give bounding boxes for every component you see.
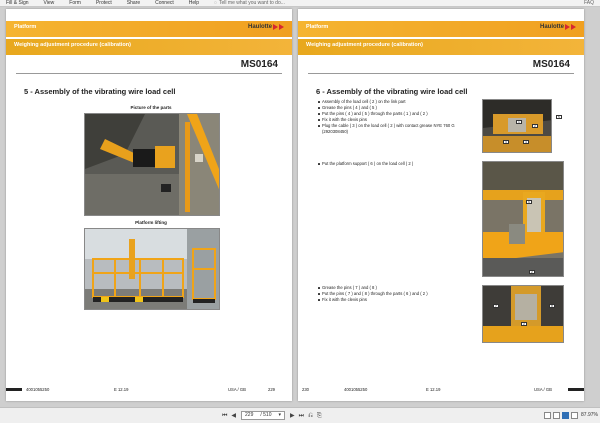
label-1: 1 <box>516 120 522 124</box>
footer-docnum: 4001055250 <box>344 387 368 392</box>
footer-bar <box>6 388 22 391</box>
photo-platform <box>84 228 220 310</box>
photo-parts <box>84 113 220 216</box>
bullet-item: Grease the pins ( 4 ) and ( 5 ) <box>318 105 468 111</box>
menu-help[interactable]: Help <box>188 0 200 6</box>
label-5: 5 <box>556 115 562 119</box>
doc-code: MS0164 <box>240 59 278 70</box>
band-title: Platform <box>306 24 329 30</box>
bullet-item: Put the pins ( 4 ) and ( 5 ) through the parts ( 1 ) and ( 2 ) <box>318 111 468 117</box>
divider <box>16 73 282 74</box>
view-mode-buttons <box>542 412 578 419</box>
page-navigation <box>220 411 324 420</box>
band-subtitle: Weighing adjustment procedure (calibration) <box>306 42 423 48</box>
menu-connect[interactable]: Connect <box>155 0 174 6</box>
bullet-item: Fix it with the clevis pins <box>318 297 468 303</box>
page-229 <box>6 9 292 401</box>
bullets-step3 <box>318 285 468 303</box>
haulotte-logo: Haulotte <box>540 24 576 30</box>
tell-me-text: Tell me what you want to do... <box>219 0 285 6</box>
photo-load-cell-assembly <box>482 99 552 153</box>
zoom-level[interactable]: 87.97% <box>581 412 598 418</box>
footer-page: 230 <box>302 387 309 392</box>
next-page-icon[interactable]: ▶ <box>290 412 295 419</box>
section-title: 5 - Assembly of the vibrating wire load cell <box>24 87 176 96</box>
footer <box>298 386 584 396</box>
document-viewport[interactable] <box>0 7 600 407</box>
menu-bar <box>0 0 600 7</box>
header-band-platform <box>298 21 584 37</box>
footer-page: 229 <box>268 387 275 392</box>
header-band-procedure <box>6 39 292 55</box>
page-230 <box>298 9 584 401</box>
label-4: 4 <box>523 140 529 144</box>
label-7: 7 <box>493 304 499 308</box>
footer-rev: E 12.19 <box>426 387 441 392</box>
doc-code: MS0164 <box>532 59 570 70</box>
bullet-item: Assembly of the load cell ( 2 ) on the link part <box>318 99 468 105</box>
continuous-view-icon[interactable] <box>553 412 560 419</box>
status-bar <box>0 407 600 423</box>
photo-pins <box>482 285 564 343</box>
label-8: 8 <box>549 304 555 308</box>
bullet-item: Plug the cable ( 3 ) on the load cell ( 2 ) with contact grease NYE 760 G (2920308450) <box>318 123 468 135</box>
bullets-step2 <box>318 161 468 167</box>
divider <box>308 73 574 74</box>
two-page-scroll-view-icon[interactable] <box>571 412 578 419</box>
bullet-item: Grease the pins ( 7 ) and ( 8 ) <box>318 285 468 291</box>
menu-fill-sign[interactable]: Fill & Sign <box>6 0 29 6</box>
label-6: 6 <box>526 200 532 204</box>
logo-arrow-icon <box>565 24 570 30</box>
label-2: 2 <box>532 124 538 128</box>
footer-bar <box>568 388 584 391</box>
label-2-lower: 2 <box>529 270 535 274</box>
header-band-procedure <box>298 39 584 55</box>
photo-platform-support <box>482 161 564 277</box>
header-band-platform <box>6 21 292 37</box>
single-page-view-icon[interactable] <box>544 412 551 419</box>
two-page-view-icon[interactable] <box>562 412 569 419</box>
lightbulb-icon: ◌ <box>214 0 218 6</box>
history-back-icon[interactable]: ⎌ <box>308 412 313 419</box>
menu-share[interactable]: Share <box>126 0 141 6</box>
label-2-pins: 2 <box>521 322 527 326</box>
band-subtitle: Weighing adjustment procedure (calibration) <box>14 42 131 48</box>
label-3: 3 <box>503 140 509 144</box>
bullets-step1 <box>318 99 468 135</box>
bullet-item: Fix it with the clevis pins <box>318 117 468 123</box>
previous-page-icon[interactable]: ◀ <box>231 412 237 419</box>
chevron-down-icon: ▾ <box>278 412 282 418</box>
footer-docnum: 4001055250 <box>26 387 50 392</box>
bullet-item: Put the platform support ( 6 ) on the load cell ( 2 ) <box>318 161 468 167</box>
footer <box>6 386 292 396</box>
total-pages: / 510 <box>260 412 272 418</box>
bullet-item: Put the pins ( 7 ) and ( 8 ) through the parts ( 6 ) and ( 2 ) <box>318 291 468 297</box>
section-title: 6 - Assembly of the vibrating wire load cell <box>316 87 468 96</box>
history-forward-icon[interactable]: ⎘ <box>316 412 322 419</box>
footer-rev: E 12.19 <box>114 387 129 392</box>
menu-view[interactable]: View <box>43 0 55 6</box>
current-page: 229 <box>245 412 254 418</box>
menu-protect[interactable]: Protect <box>95 0 112 6</box>
tell-me-box[interactable] <box>214 0 300 6</box>
footer-lang: USA / GB <box>534 387 552 392</box>
caption-platform: Platform lifting <box>135 220 167 225</box>
menu-form[interactable]: Form <box>69 0 81 6</box>
last-page-icon[interactable]: ⏭ <box>298 412 305 419</box>
first-page-icon[interactable]: ⏮ <box>222 412 228 419</box>
caption-parts: Picture of the parts <box>130 105 172 110</box>
faq-link[interactable]: FAQ <box>583 0 594 6</box>
logo-arrow-icon <box>273 24 278 30</box>
page-number-input[interactable] <box>241 411 285 420</box>
haulotte-logo: Haulotte <box>248 24 284 30</box>
band-title: Platform <box>14 24 37 30</box>
footer-lang: USA / GB <box>228 387 246 392</box>
